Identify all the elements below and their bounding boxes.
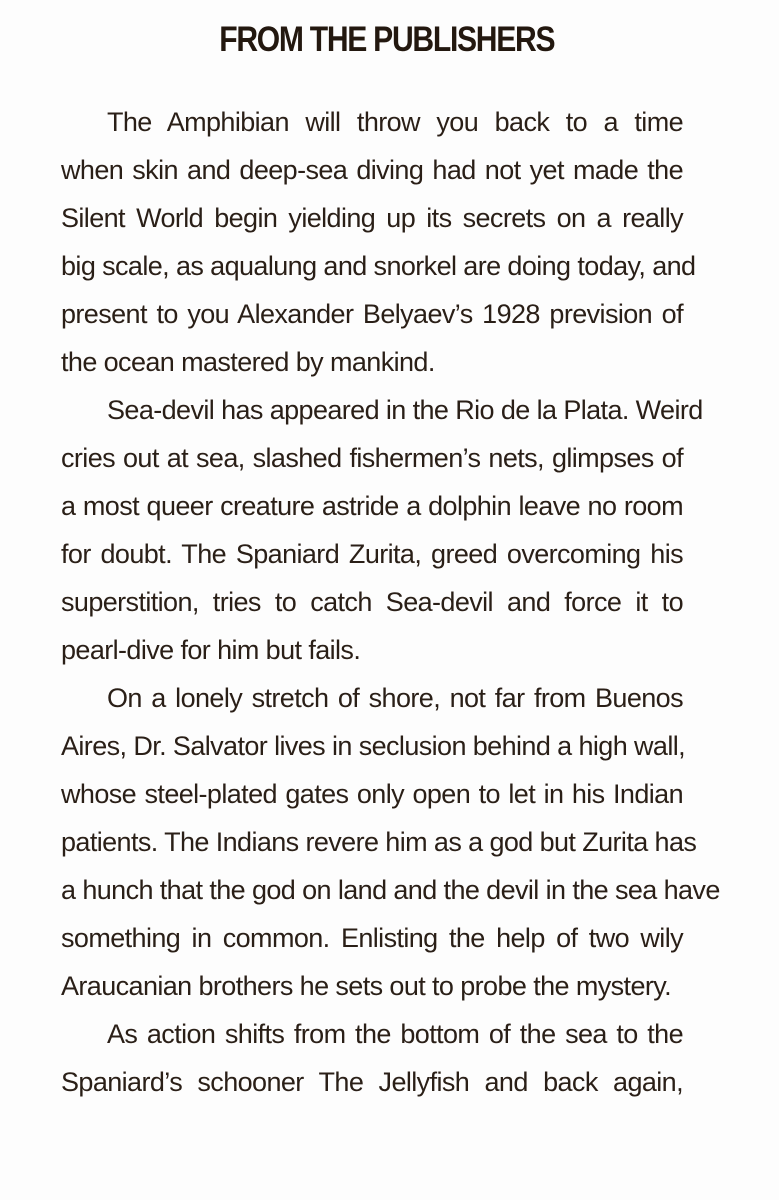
text-line: Sea-devil has appeared in the Rio de la Plata. Weird [107, 395, 703, 425]
text-line: something in common. Enlisting the help of two wily [61, 923, 683, 953]
text-line: patients. The Indians revere him as a god but Zurita has [61, 827, 697, 857]
text-line: On a lonely stretch of shore, not far from Buenos [107, 683, 683, 713]
text-line: pearl-dive for him but fails. [61, 635, 361, 665]
text-line: big scale, as aqualung and snorkel are doing today, and [61, 251, 696, 281]
text-line: whose steel-plated gates only open to let in his Indian [61, 779, 683, 809]
text-line: As action shifts from the bottom of the sea to the [107, 1019, 683, 1049]
text-line: a most queer creature astride a dolphin leave no room [61, 491, 683, 521]
page-title: FROM THE PUBLISHERS [219, 20, 555, 59]
text-line: The Amphibian will throw you back to a time [107, 107, 683, 137]
text-line: Araucanian brothers he sets out to probe the mystery. [61, 971, 672, 1001]
text-line: when skin and deep-sea diving had not yet made the [61, 155, 683, 185]
text-line: for doubt. The Spaniard Zurita, greed overcoming his [61, 539, 683, 569]
publisher-note-text [61, 98, 720, 1106]
text-line: superstition, tries to catch Sea-devil and force it to [61, 587, 683, 617]
text-line: the ocean mastered by mankind. [61, 347, 435, 377]
text-line: cries out at sea, slashed fishermen’s nets, glimpses of [61, 443, 683, 473]
text-line: Spaniard’s schooner The Jellyfish and back again, [61, 1067, 683, 1097]
text-line: Silent World begin yielding up its secrets on a really [61, 203, 683, 233]
text-line: Aires, Dr. Salvator lives in seclusion behind a high wall, [61, 731, 686, 761]
text-line: a hunch that the god on land and the devil in the sea have [61, 875, 720, 905]
text-line: present to you Alexander Belyaev’s 1928 prevision of [61, 299, 683, 329]
